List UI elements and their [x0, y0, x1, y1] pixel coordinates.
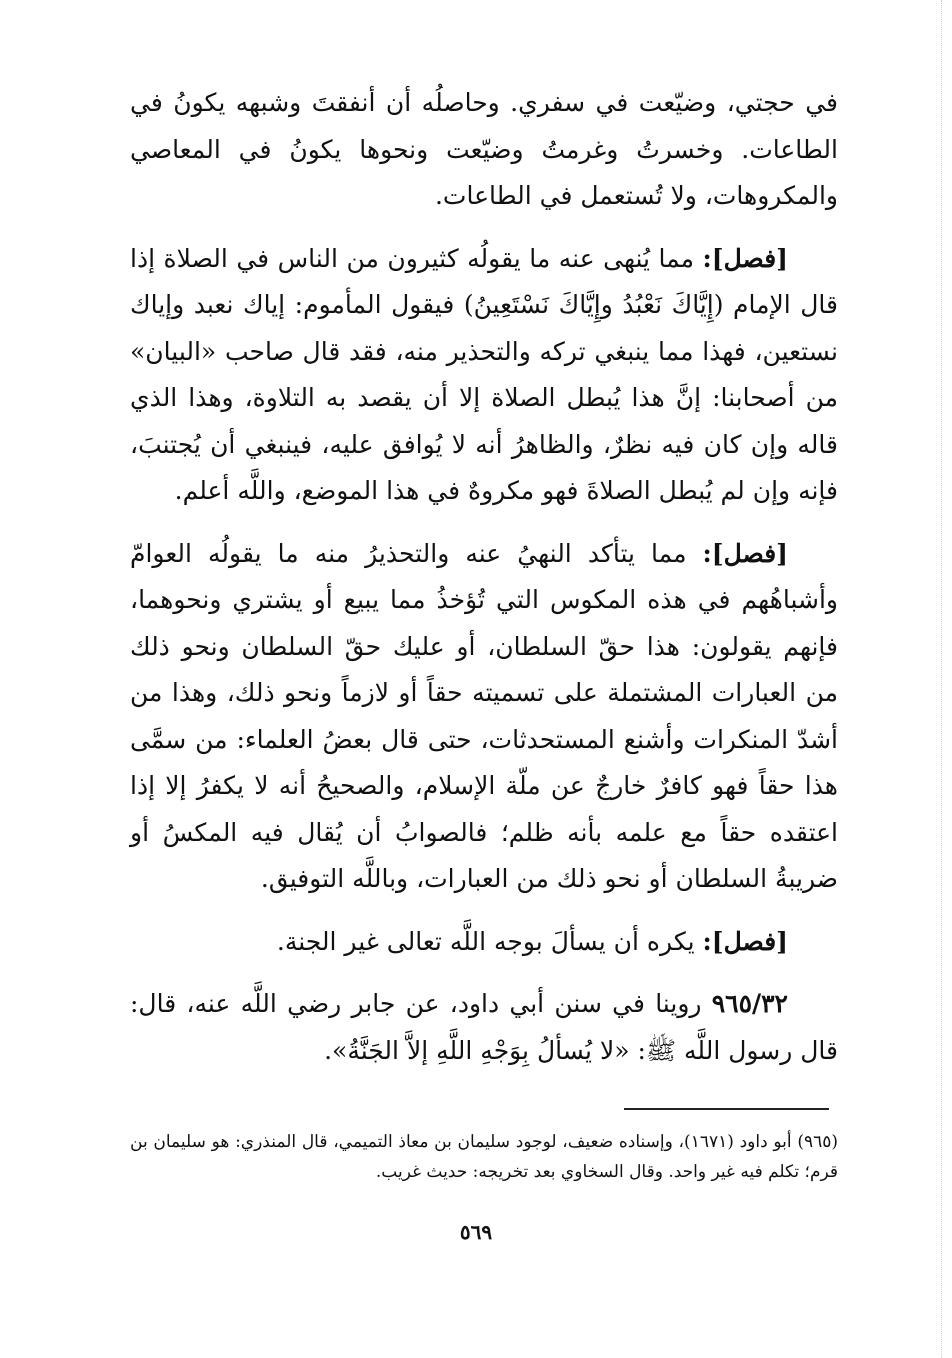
- page-number: ٥٦٩: [459, 1220, 493, 1244]
- paragraph-continuation: [130, 80, 838, 220]
- footnote-text: (٩٦٥) أبو داود (١٦٧١)، وإسناده ضعيف، لوجود سليمان بن معاذ التميمي، قال المنذري: هو سليمان بن قرم؛ تكلم فيه غير واحد. وقال السخاوي بعد تخريجه: حديث غريب.: [130, 1132, 838, 1182]
- paragraph-fasl-1: [130, 236, 838, 515]
- paragraph-text: مما يتأكد النهيُ عنه والتحذيرُ منه ما يقولُه العوامّ وأشباهُهم في هذه المكوس التي تُؤخذُ مما يبيع أو يشتري ونحوهما، فإنهم يقولون: هذا حقّ السلطان، أو عليك حقّ السلطان ونحو ذلك من العبارات المشتملة على تسميته حقاً أو لازماً ونحو ذلك، وهذا من أشدّ المنكرات وأشنع المستحدثات، حتى قال بعضُ العلماء: من سمَّى هذا حقاً فهو كافرٌ خارجٌ عن ملّة الإسلام، والصحيحُ أنه لا يكفرُ إلا إذا اعتقده حقاً مع علمه بأنه ظلم؛ فالصوابُ أن يُقال فيه المكسُ أو ضريبةُ السلطان أو نحو ذلك من العبارات، وباللَّه التوفيق.: [130, 538, 838, 893]
- paragraph-hadith: [130, 981, 838, 1074]
- page-edge-dotted-line: [940, 0, 942, 1358]
- hadith-number: ٩٦٥/٣٢: [711, 989, 788, 1018]
- paragraph-text: في حجتي، وضيّعت في سفري. وحاصلُه أن أنفقتَ وشبهه يكونُ في الطاعات. وخسرتُ وغرمتُ وضيّعت ونحوها يكونُ في المعاصي والمكروهات، ولا تُستعمل في الطاعات.: [130, 88, 838, 210]
- main-text: [130, 80, 838, 1074]
- paragraph-text: مما يُنهى عنه ما يقولُه كثيرون من الناس في الصلاة إذا قال الإمام (إِيَّاكَ نَعْبُدُ وإِيَّاكَ نَسْتَعِينُ) فيقول المأموم: إياك نعبد وإياك نستعين، فهذا مما ينبغي تركه والتحذير منه، فقد قال صاحب «البيان» من أصحابنا: إنَّ هذا يُبطل الصلاة إلا أن يقصد به التلاوة، وهذا الذي قاله وإن كان فيه نظرٌ، والظاهرُ أنه لا يُوافق عليه، فينبغي أن يُجتنبَ، فإنه وإن لم يُبطل الصلاةَ فهو مكروهٌ في هذا الموضع، واللَّه أعلم.: [130, 243, 838, 505]
- footnote-separator: [624, 1108, 829, 1110]
- paragraph-text: يكره أن يسألَ بوجه اللَّه تعالى غير الجنة.: [276, 926, 703, 956]
- section-heading: [فصل]:: [702, 926, 788, 956]
- paragraph-text: روينا في سنن أبي داود، عن جابر رضي اللَّه عنه، قال: قال رسول اللَّه ﷺ: «لا يُسألُ بِوَجْهِ اللَّهِ إلاَّ الجَنَّةُ».: [130, 989, 838, 1065]
- paragraph-fasl-2: [130, 531, 838, 903]
- footnote: [130, 1127, 838, 1187]
- section-heading: [فصل]:: [702, 538, 788, 568]
- section-heading: [فصل]:: [702, 243, 788, 273]
- paragraph-fasl-3: [130, 919, 838, 966]
